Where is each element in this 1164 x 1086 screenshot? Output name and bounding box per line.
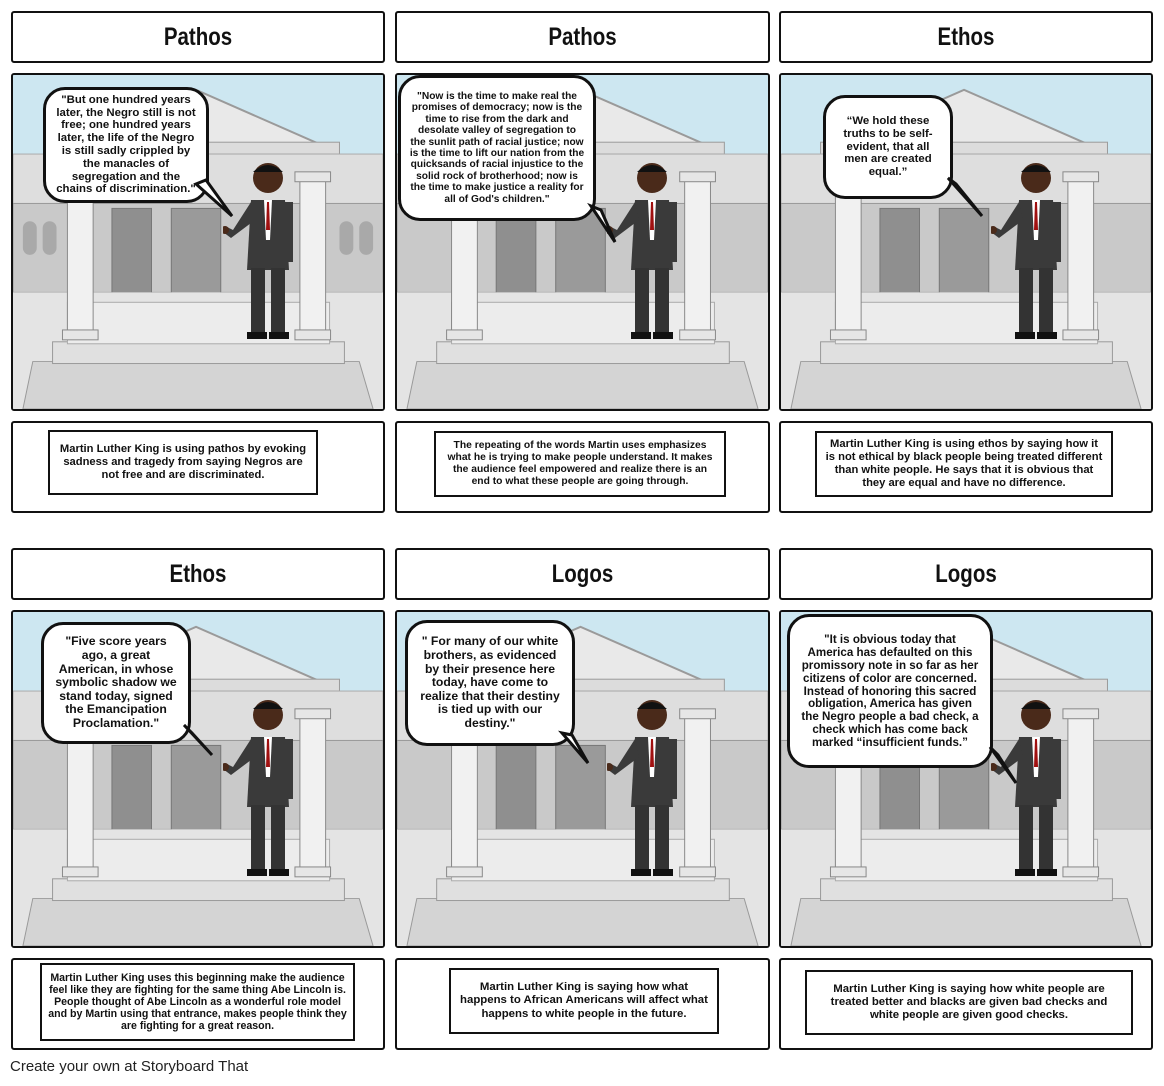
panel-3-speech-text: “We hold these truths to be self-evident, that all men are created equal.”: [843, 115, 933, 179]
panel-3-title-box: [779, 11, 1153, 63]
panel-2-caption-cell: [395, 421, 770, 513]
panel-4-title-box: [11, 548, 385, 600]
panel-4-caption: Martin Luther King uses this beginning make the audience feel like they are fighting for the same thing Abe Lincoln is. People thought of Abe Lincoln as a wonderful role model and by Martin using that entrance, makes people think they are fighting for a great reason.: [40, 963, 355, 1041]
panel-1-title-box: [11, 11, 385, 63]
speech-tail: [591, 206, 621, 246]
panel-2-scene: [395, 73, 770, 411]
panel-2-speech-bubble: [398, 75, 596, 221]
speaker-figure: [607, 697, 682, 877]
speech-tail: [562, 733, 602, 773]
panel-3-caption: Martin Luther King is using ethos by saying how it is not ethical by black people being treated different than white people. He says that it is obvious that they are equal and have no difference.: [815, 431, 1113, 497]
panel-6-speech-bubble: [787, 614, 993, 768]
panel-1-caption-cell: [11, 421, 385, 513]
panel-2-caption: The repeating of the words Martin uses emphasizes what he is trying to make people understand. It makes the audience feel empowered and realize there is an end to what these people are going through.: [434, 431, 726, 497]
panel-5-caption-cell: [395, 958, 770, 1050]
panel-5-title-box: [395, 548, 770, 600]
speech-tail: [196, 180, 236, 220]
panel-5-scene: [395, 610, 770, 948]
speech-tail: [184, 725, 224, 765]
panel-1-caption: Martin Luther King is using pathos by evoking sadness and tragedy from saying Negros are not free and are discriminated.: [48, 430, 318, 495]
panel-4-speech-text: "Five score years ago, a great American, in whose symbolic shadow we stand today, signed the Emancipation Proclamation.": [55, 634, 177, 731]
panel-6-caption: Martin Luther King is saying how white people are treated better and blacks are given bad checks and white people are given good checks.: [805, 970, 1133, 1035]
panel-6-speech-text: "It is obvious today that America has defaulted on this promissory note in so far as her citizens of color are concerned. Instead of honoring this sacred obligation, America has given the Negro people a bad check, a check which has come back marked “insufficient funds.”: [801, 632, 979, 750]
speaker-figure: [223, 697, 298, 877]
panel-5-speech-bubble: [405, 620, 575, 746]
panel-2-title-box: [395, 11, 770, 63]
panel-2-title: Pathos: [548, 22, 617, 51]
panel-4-title: Ethos: [169, 559, 227, 588]
speech-tail: [990, 747, 1030, 797]
panel-1-scene: [11, 73, 385, 411]
panel-5-caption: Martin Luther King is saying how what happens to African Americans will affect what happens to white people in the future.: [449, 968, 719, 1034]
panel-4-scene: [11, 610, 385, 948]
panel-4-speech-bubble: [41, 622, 191, 744]
panel-6-title-box: [779, 548, 1153, 600]
panel-6-title: Logos: [935, 559, 997, 588]
panel-3-scene: [779, 73, 1153, 411]
panel-3-title: Ethos: [937, 22, 995, 51]
panel-1-speech-bubble: [43, 87, 209, 203]
panel-1-speech-text: "But one hundred years later, the Negro still is not free; one hundred years later, the life of the Negro is still sadly crippled by the manacles of segregation and the chains of discrimination.": [56, 93, 196, 196]
panel-2-speech-text: "Now is the time to make real the promises of democracy; now is the time to rise from the dark and desolate valley of segregation to the sunlit path of racial justice; now is the time to lift our nation from the quicksands of racial injustice to the solid rock of brotherhood; now is the time to make justice a reality for all of God's children.": [409, 90, 585, 205]
speech-tail: [948, 178, 988, 218]
panel-6-caption-cell: [779, 958, 1153, 1050]
panel-1-title: Pathos: [163, 22, 233, 51]
storyboard-that-link[interactable]: Create your own at Storyboard That: [10, 1058, 249, 1075]
panel-3-speech-bubble: [823, 95, 953, 199]
panel-3-caption-cell: [779, 421, 1153, 513]
panel-5-speech-text: " For many of our white brothers, as evidenced by their presence here today, have come to realize that their destiny is tied up with our destiny.": [420, 634, 560, 731]
panel-5-title: Logos: [551, 559, 614, 588]
speaker-figure: [607, 160, 682, 340]
panel-6-scene: [779, 610, 1153, 948]
speaker-figure: [991, 160, 1066, 340]
panel-4-caption-cell: [11, 958, 385, 1050]
